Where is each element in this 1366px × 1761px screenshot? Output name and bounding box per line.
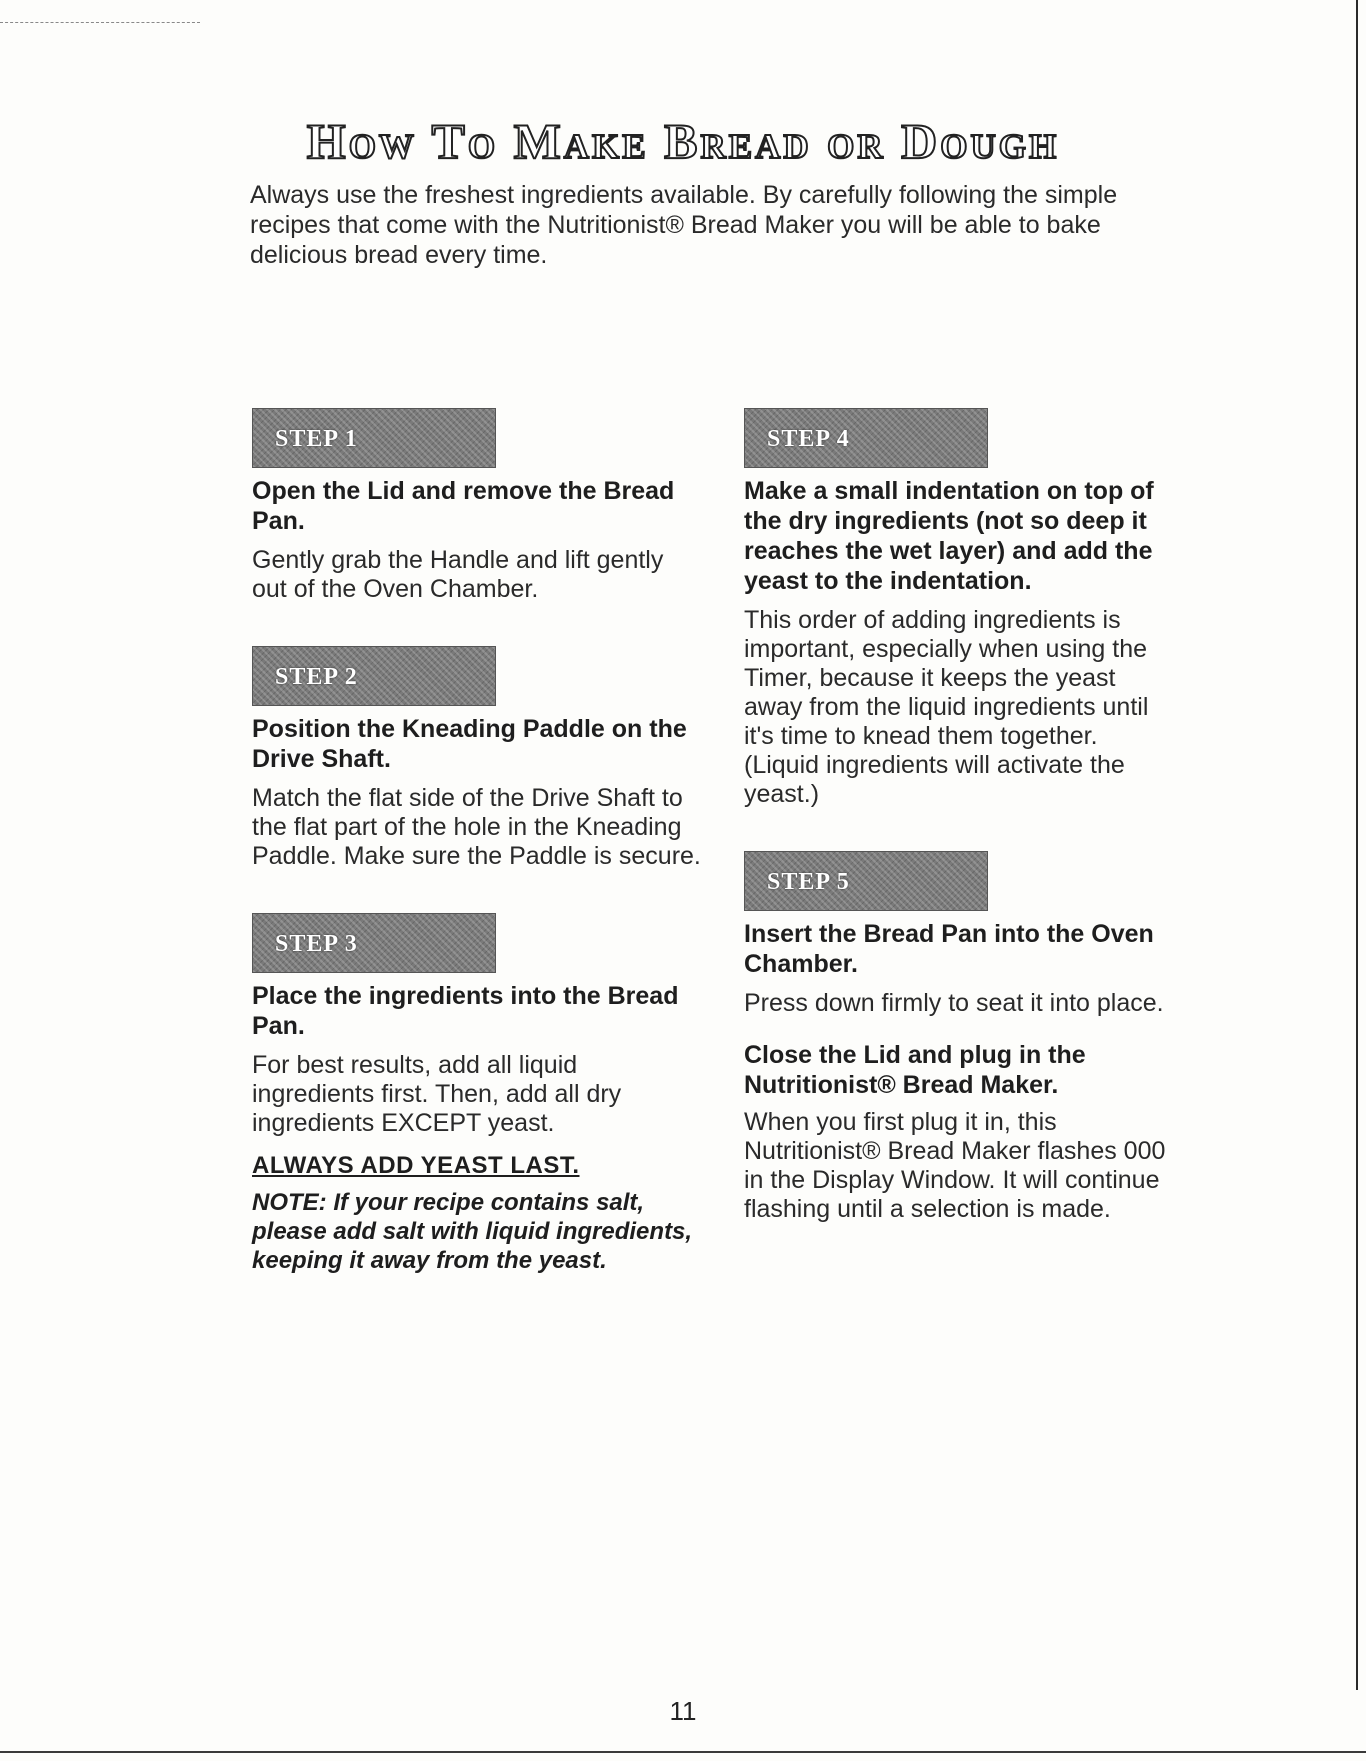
step-2 [252, 646, 702, 871]
intro-paragraph: Always use the freshest ingredients available. By carefully following the simple recipes that come with the Nutritionist® Bread Maker you will be able to bake delicious bread every time. [250, 181, 1118, 269]
scan-edge-bottom [0, 1751, 1366, 1753]
step-5-subbody: When you first plug it in, this Nutritionist® Bread Maker flashes 000 in the Display Window. It will continue flashing until a selection is made. [744, 1108, 1166, 1223]
right-column [744, 408, 1174, 1266]
step-3-body: For best results, add all liquid ingredients first. Then, add all dry ingredients EXCEPT yeast. [252, 1051, 622, 1137]
step-4 [744, 408, 1174, 809]
left-column [252, 408, 702, 1317]
page-number: 11 [669, 1696, 697, 1726]
step-3 [252, 913, 702, 1275]
step-1-badge: STEP 1 [252, 408, 496, 468]
step-3-note: NOTE: If your recipe contains salt, please add salt with liquid ingredients, keeping it away from the yeast. [252, 1189, 693, 1274]
page-title: How To Make Bread or Dough [306, 113, 1060, 169]
step-1 [252, 408, 702, 604]
step-3-warning: ALWAYS ADD YEAST LAST. [252, 1152, 580, 1179]
step-5-heading: Insert the Bread Pan into the Oven Chamber. [744, 920, 1154, 978]
step-5-body: Press down firmly to seat it into place. [744, 989, 1164, 1017]
step-2-body: Match the flat side of the Drive Shaft to the flat part of the hole in the Kneading Paddle. Make sure the Paddle is secure. [252, 784, 701, 870]
step-3-heading: Place the ingredients into the Bread Pan. [252, 982, 679, 1040]
scan-edge-right [1356, 0, 1358, 1690]
step-2-badge: STEP 2 [252, 646, 496, 706]
step-4-heading: Make a small indentation on top of the dry ingredients (not so deep it reaches the wet layer) and add the yeast to the indentation. [744, 477, 1154, 595]
step-3-badge: STEP 3 [252, 913, 496, 973]
step-5 [744, 851, 1174, 1224]
step-1-heading: Open the Lid and remove the Bread Pan. [252, 477, 675, 535]
step-4-badge: STEP 4 [744, 408, 988, 468]
scan-mark [0, 22, 200, 23]
step-2-heading: Position the Kneading Paddle on the Drive Shaft. [252, 715, 687, 773]
step-5-subheading: Close the Lid and plug in the Nutritionist® Bread Maker. [744, 1041, 1086, 1099]
step-4-body: This order of adding ingredients is important, especially when using the Timer, because it keeps the yeast away from the liquid ingredients until it's time to knead them together. (Liquid ingredients will activate the yeast.) [744, 606, 1149, 808]
step-1-body: Gently grab the Handle and lift gently out of the Oven Chamber. [252, 546, 664, 603]
step-5-badge: STEP 5 [744, 851, 988, 911]
